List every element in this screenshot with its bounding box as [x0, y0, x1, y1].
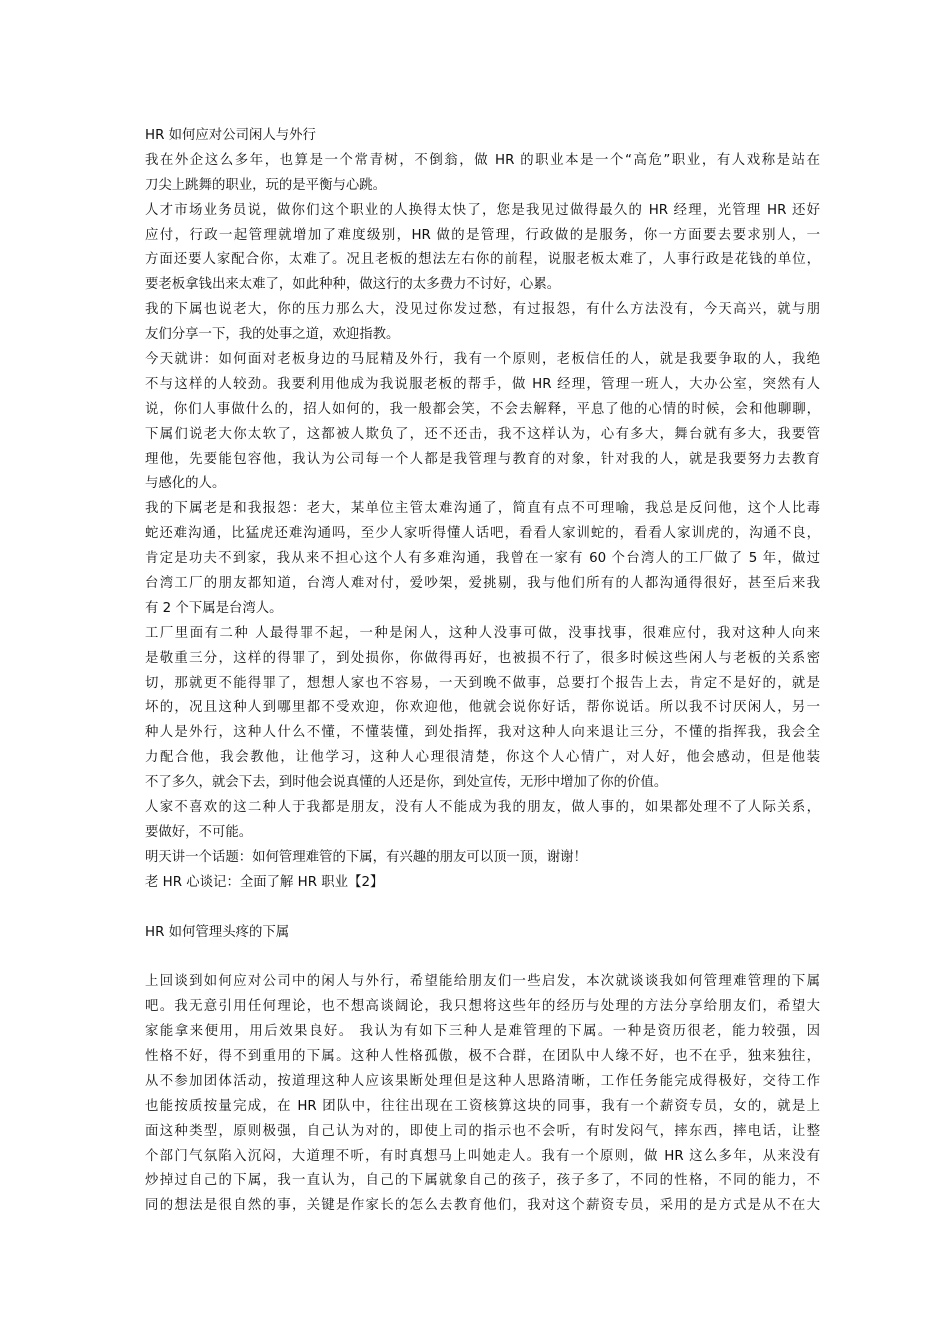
body-line: 力配合他，我会教他，让他学习，这种人心理很清楚，你这个人心情广，对人好，他会感动，但是他装: [145, 750, 820, 766]
body-line: 面这种类型，原则极强，自己认为对的，即使上司的指示也不会听，有时发闷气，摔东西，摔电话，让整: [145, 1123, 820, 1139]
body-line: 坏的，况且这种人到哪里都不受欢迎，你欢迎他，他就会说你好话，帮你说话。所以我不讨厌闲人，另一: [145, 700, 820, 716]
body-line: 种人是外行，这种人什么不懂，不懂装懂，到处指挥，我对这种人向来退让三分，不懂的指挥我，我会全: [145, 725, 820, 741]
body-line: 我的下属老是和我报怨：老大，某单位主管太难沟通了，简直有点不可理喻，我总是反问他，这个人比毒: [145, 501, 820, 517]
body-line: 有 2 个下属是台湾人。: [145, 600, 283, 616]
series-heading: 老 HR 心谈记：全面了解 HR 职业【2】: [145, 874, 384, 890]
section-subtitle: HR 如何管理头疼的下属: [145, 924, 290, 940]
body-line: 不与这样的人较劲。我要利用他成为我说服老板的帮手，做 HR 经理，管理一班人，大办公室，突然有人: [145, 376, 820, 392]
body-line: 切，那就更不能得罪了，想想人家也不容易，一天到晚不做事，总要打个报告上去，肯定不是好的，就是: [145, 675, 820, 691]
body-line: 要老板拿钱出来太难了，如此种种，做这行的太多费力不讨好，心累。: [145, 277, 561, 293]
body-line: 家能拿来便用，用后效果良好。 我认为有如下三种人是难管理的下属。一种是资历很老，能力较强，因: [145, 1024, 820, 1040]
body-line: 蛇还难沟通，比猛虎还难沟通吗，至少人家听得懂人话吧，看看人家训蛇的，看看人家训虎的，沟通不良，: [145, 526, 820, 542]
body-line: 方面还要人家配合你，太难了。况且老板的想法左右你的前程，说服老板太难了，人事行政是花钱的单位，: [145, 252, 820, 268]
body-line: 说，你们人事做什么的，招人如何的，我一般都会笑，不会去解释，平息了他的心情的时候，会和他聊聊，: [145, 401, 820, 417]
body-line: 肯定是功夫不到家，我从来不担心这个人有多难沟通，我曾在一家有 60 个台湾人的工厂做了 5 年，做过: [145, 551, 820, 567]
body-line: 应付，行政一起管理就增加了难度级别，HR 做的是管理，行政做的是服务，你一方面要去要求别人，一: [145, 227, 820, 243]
body-line: 性格不好，得不到重用的下属。这种人性格孤傲，极不合群，在团队中人缘不好，也不在乎，独来独往，: [145, 1048, 820, 1064]
body-line: 下属们说老大你太软了，这都被人欺负了，还不还击，我不这样认为，心有多大，舞台就有多大，我要管: [145, 426, 820, 442]
body-line: 与感化的人。: [145, 476, 226, 492]
body-line: 是敬重三分，这样的得罪了，到处损你，你做得再好，也被损不行了，很多时候这些闲人与老板的关系密: [145, 650, 820, 666]
body-line: 也能按质按量完成，在 HR 团队中，往往出现在工资核算这块的同事，我有一个薪资专员，女的，就是上: [145, 1098, 820, 1114]
body-line: 要做好，不可能。: [145, 824, 253, 840]
document-page: [145, 124, 820, 1219]
body-line: 上回谈到如何应对公司中的闲人与外行，希望能给朋友们一些启发，本次就谈谈我如何管理难管理的下属: [145, 974, 820, 990]
body-line: 从不参加团体活动，按道理这种人应该果断处理但是这种人思路清晰，工作任务能完成得极好，交待工作: [145, 1073, 820, 1089]
body-line: 我的下属也说老大，你的压力那么大，没见过你发过愁，有过报怨，有什么方法没有，今天高兴，就与朋: [145, 302, 820, 318]
body-line: 理他，先要能包容他，我认为公司每一个人都是我管理与教育的对象，针对我的人，就是我要努力去教育: [145, 451, 820, 467]
body-line: 不了多久，就会下去，到时他会说真懂的人还是你，到处宣传，无形中增加了你的价值。: [145, 775, 668, 791]
spacer: [145, 945, 820, 970]
body-line: 友们分享一下，我的处事之道，欢迎指教。: [145, 327, 400, 343]
body-line: 同的想法是很自然的事，关键是作家长的怎么去教育他们，我对这个薪资专员，采用的是方式是从不在大: [145, 1198, 820, 1214]
body-line: 台湾工厂的朋友都知道，台湾人难对付，爱吵架，爱挑剔，我与他们所有的人都沟通得很好，甚至后来我: [145, 576, 820, 592]
body-line: 炒掉过自己的下属，我一直认为，自己的下属就象自己的孩子，孩子多了，不同的性格，不同的能力，不: [145, 1173, 820, 1189]
document-title: HR 如何应对公司闲人与外行: [145, 128, 316, 143]
body-line: 明天讲一个话题：如何管理难管的下属，有兴趣的朋友可以顶一顶，谢谢！: [145, 849, 587, 865]
spacer: [145, 896, 820, 921]
body-line: 个部门气氛陷入沉闷，大道理不听，有时真想马上叫她走人。我有一个原则，做 HR 这么多年，从来没有: [145, 1148, 820, 1164]
body-line: 我在外企这么多年，也算是一个常青树，不倒翁，做 HR 的职业本是一个“高危”职业，有人戏称是站在: [145, 152, 820, 168]
body-line: 人才市场业务员说，做你们这个职业的人换得太快了，您是我见过做得最久的 HR 经理，光管理 HR 还好: [145, 202, 820, 218]
section-one-body: [145, 149, 820, 896]
body-line: 人家不喜欢的这二种人于我都是朋友，没有人不能成为我的朋友，做人事的，如果都处理不了人际关系，: [145, 800, 820, 816]
body-line: 刀尖上跳舞的职业，玩的是平衡与心跳。: [145, 177, 387, 193]
body-line: 今天就讲：如何面对老板身边的马屁精及外行，我有一个原则，老板信任的人，就是我要争取的人，我绝: [145, 352, 820, 368]
section-two-body: [145, 970, 820, 1219]
body-line: 工厂里面有二种 人最得罪不起，一种是闲人，这种人没事可做，没事找事，很难应付，我对这种人向来: [145, 625, 820, 641]
body-line: 吧。我无意引用任何理论，也不想高谈阔论，我只想将这些年的经历与处理的方法分享给朋友们，希望大: [145, 999, 820, 1015]
